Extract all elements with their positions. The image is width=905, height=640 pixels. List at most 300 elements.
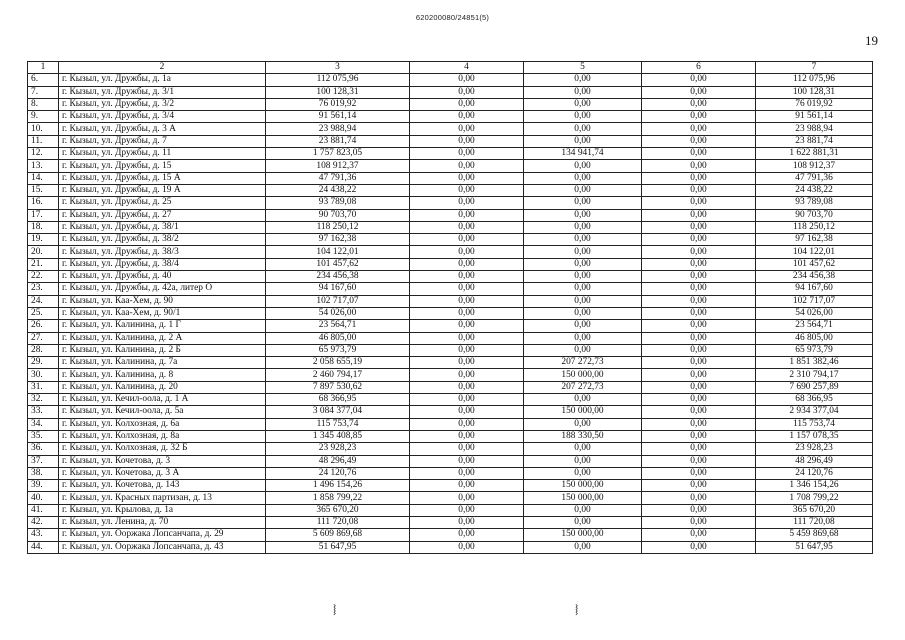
table-row: [28, 160, 873, 172]
column-header: 2: [59, 62, 266, 74]
table-cell-address: г. Кызыл, ул. Каа-Хем, д. 90/1: [59, 307, 266, 319]
table-cell-address: г. Кызыл, ул. Крылова, д. 1а: [59, 504, 266, 516]
table-cell-c4: 0,00: [410, 394, 524, 406]
table-cell-c6: 0,00: [642, 418, 756, 430]
table-cell-c4: 0,00: [410, 418, 524, 430]
table-cell-c6: 0,00: [642, 209, 756, 221]
table-cell-address: г. Кызыл, ул. Дружбы, д. 1а: [59, 74, 266, 86]
table-cell-c5: 0,00: [524, 307, 642, 319]
table-cell-c3: 7 897 530,62: [266, 381, 410, 393]
table-cell-address: г. Кызыл, ул. Кечил-оола, д. 1 А: [59, 394, 266, 406]
table-cell-c7: 68 366,95: [756, 394, 873, 406]
table-cell-c6: 0,00: [642, 111, 756, 123]
table-cell-c3: 3 084 377,04: [266, 406, 410, 418]
table-cell-address: г. Кызыл, ул. Кочетова, д. 3: [59, 455, 266, 467]
table-cell-c7: 23 881,74: [756, 135, 873, 147]
table-cell-c5: 0,00: [524, 172, 642, 184]
table-cell-c5: 0,00: [524, 258, 642, 270]
table-cell-c3: 76 019,92: [266, 98, 410, 110]
table-cell-n: 38.: [28, 467, 59, 479]
table-cell-c5: 0,00: [524, 283, 642, 295]
table-cell-n: 43.: [28, 529, 59, 541]
table-cell-c7: 7 690 257,89: [756, 381, 873, 393]
table-cell-c4: 0,00: [410, 234, 524, 246]
table-cell-c3: 23 928,23: [266, 443, 410, 455]
table-cell-c5: 0,00: [524, 209, 642, 221]
table-cell-n: 21.: [28, 258, 59, 270]
table-cell-c4: 0,00: [410, 320, 524, 332]
table-cell-c3: 100 128,31: [266, 86, 410, 98]
table-cell-c4: 0,00: [410, 541, 524, 553]
table-cell-c7: 23 988,94: [756, 123, 873, 135]
table-cell-c4: 0,00: [410, 160, 524, 172]
table-cell-c4: 0,00: [410, 172, 524, 184]
table-row: [28, 406, 873, 418]
table-row: [28, 344, 873, 356]
table-row: [28, 98, 873, 110]
table-cell-c6: 0,00: [642, 344, 756, 356]
table-cell-address: г. Кызыл, ул. Дружбы, д. 40: [59, 271, 266, 283]
table-cell-n: 22.: [28, 271, 59, 283]
table-cell-c7: 23 928,23: [756, 443, 873, 455]
table-cell-c4: 0,00: [410, 258, 524, 270]
table-cell-c6: 0,00: [642, 86, 756, 98]
table-cell-c3: 115 753,74: [266, 418, 410, 430]
table-cell-c3: 65 973,79: [266, 344, 410, 356]
table-cell-c6: 0,00: [642, 320, 756, 332]
table-cell-c3: 108 912,37: [266, 160, 410, 172]
table-cell-c6: 0,00: [642, 455, 756, 467]
table-cell-n: 12.: [28, 148, 59, 160]
table-cell-c7: 5 459 869,68: [756, 529, 873, 541]
table-cell-c3: 2 058 655,19: [266, 357, 410, 369]
table-cell-c7: 90 703,70: [756, 209, 873, 221]
table-cell-c3: 23 564,71: [266, 320, 410, 332]
table-cell-c5: 188 330,50: [524, 430, 642, 442]
table-cell-c7: 1 346 154,26: [756, 480, 873, 492]
table-row: [28, 307, 873, 319]
table-cell-c3: 111 720,08: [266, 516, 410, 528]
table-cell-c5: 0,00: [524, 455, 642, 467]
table-cell-c6: 0,00: [642, 492, 756, 504]
table-cell-c4: 0,00: [410, 111, 524, 123]
table-cell-c7: 111 720,08: [756, 516, 873, 528]
table-cell-c6: 0,00: [642, 369, 756, 381]
document-id: 620200080/24851(5): [415, 13, 490, 22]
table-cell-c5: 150 000,00: [524, 480, 642, 492]
table-cell-n: 18.: [28, 221, 59, 233]
table-cell-c4: 0,00: [410, 381, 524, 393]
table-cell-n: 14.: [28, 172, 59, 184]
table-cell-c3: 234 456,38: [266, 271, 410, 283]
table-cell-address: г. Кызыл, ул. Кочетова, д. 143: [59, 480, 266, 492]
table-cell-c4: 0,00: [410, 295, 524, 307]
table-cell-c7: 118 250,12: [756, 221, 873, 233]
table-cell-n: 29.: [28, 357, 59, 369]
table-cell-c6: 0,00: [642, 295, 756, 307]
table-cell-address: г. Кызыл, ул. Кечил-оола, д. 5а: [59, 406, 266, 418]
table-cell-c6: 0,00: [642, 283, 756, 295]
table-cell-n: 20.: [28, 246, 59, 258]
table-cell-address: г. Кызыл, ул. Дружбы, д. 3/2: [59, 98, 266, 110]
table-cell-c5: 0,00: [524, 467, 642, 479]
table-cell-c7: 91 561,14: [756, 111, 873, 123]
table-cell-c5: 0,00: [524, 320, 642, 332]
table-cell-n: 6.: [28, 74, 59, 86]
table-cell-n: 28.: [28, 344, 59, 356]
table-cell-c6: 0,00: [642, 148, 756, 160]
table-cell-c6: 0,00: [642, 430, 756, 442]
table-cell-n: 24.: [28, 295, 59, 307]
table-cell-c7: 104 122,01: [756, 246, 873, 258]
table-cell-c4: 0,00: [410, 332, 524, 344]
table-cell-c4: 0,00: [410, 209, 524, 221]
table-cell-address: г. Кызыл, ул. Дружбы, д. 15: [59, 160, 266, 172]
table-cell-n: 39.: [28, 480, 59, 492]
table-cell-c4: 0,00: [410, 271, 524, 283]
table-cell-c6: 0,00: [642, 74, 756, 86]
table-cell-address: г. Кызыл, ул. Каа-Хем, д. 90: [59, 295, 266, 307]
table-cell-c4: 0,00: [410, 197, 524, 209]
column-header: 7: [756, 62, 873, 74]
table-cell-c3: 47 791,36: [266, 172, 410, 184]
table-row: [28, 123, 873, 135]
table-row: [28, 516, 873, 528]
table-cell-c5: 0,00: [524, 111, 642, 123]
table-cell-c6: 0,00: [642, 234, 756, 246]
table-cell-c5: 0,00: [524, 443, 642, 455]
table-cell-c5: 0,00: [524, 74, 642, 86]
table-cell-n: 9.: [28, 111, 59, 123]
table-row: [28, 369, 873, 381]
table-cell-c4: 0,00: [410, 123, 524, 135]
table-cell-n: 32.: [28, 394, 59, 406]
table-cell-n: 30.: [28, 369, 59, 381]
table-cell-n: 41.: [28, 504, 59, 516]
table-cell-address: г. Кызыл, ул. Дружбы, д. 42а, литер О: [59, 283, 266, 295]
table-cell-c6: 0,00: [642, 516, 756, 528]
table-cell-c4: 0,00: [410, 492, 524, 504]
table-cell-n: 23.: [28, 283, 59, 295]
table-cell-c5: 0,00: [524, 221, 642, 233]
table-cell-c6: 0,00: [642, 221, 756, 233]
table-cell-c3: 24 120,76: [266, 467, 410, 479]
column-header: 6: [642, 62, 756, 74]
table-row: [28, 148, 873, 160]
table-cell-c6: 0,00: [642, 135, 756, 147]
table-cell-address: г. Кызыл, ул. Дружбы, д. 27: [59, 209, 266, 221]
table-cell-c5: 0,00: [524, 344, 642, 356]
table-cell-c7: 97 162,38: [756, 234, 873, 246]
table-row: [28, 209, 873, 221]
table-cell-address: г. Кызыл, ул. Дружбы, д. 38/1: [59, 221, 266, 233]
table-cell-n: 40.: [28, 492, 59, 504]
table-cell-c4: 0,00: [410, 148, 524, 160]
table-cell-n: 26.: [28, 320, 59, 332]
table-row: [28, 492, 873, 504]
table-cell-n: 35.: [28, 430, 59, 442]
table-cell-n: 8.: [28, 98, 59, 110]
table-cell-c5: 207 272,73: [524, 357, 642, 369]
table-row: [28, 271, 873, 283]
table-cell-address: г. Кызыл, ул. Калинина, д. 1 Г: [59, 320, 266, 332]
table-cell-address: г. Кызыл, ул. Дружбы, д. 3/1: [59, 86, 266, 98]
table-cell-address: г. Кызыл, ул. Дружбы, д. 38/2: [59, 234, 266, 246]
table-cell-c7: 54 026,00: [756, 307, 873, 319]
table-cell-c5: 150 000,00: [524, 529, 642, 541]
table-cell-n: 15.: [28, 184, 59, 196]
table-cell-address: г. Кызыл, ул. Ооржака Лопсанчапа, д. 43: [59, 541, 266, 553]
table-row: [28, 111, 873, 123]
table-cell-c4: 0,00: [410, 184, 524, 196]
table-cell-c6: 0,00: [642, 443, 756, 455]
table-cell-c4: 0,00: [410, 455, 524, 467]
table-cell-c6: 0,00: [642, 184, 756, 196]
table-cell-address: г. Кызыл, ул. Калинина, д. 2 Б: [59, 344, 266, 356]
table-cell-c5: 0,00: [524, 271, 642, 283]
table-cell-c3: 90 703,70: [266, 209, 410, 221]
table-cell-c4: 0,00: [410, 246, 524, 258]
table-cell-n: 17.: [28, 209, 59, 221]
table-cell-c4: 0,00: [410, 516, 524, 528]
table-cell-c4: 0,00: [410, 357, 524, 369]
table-cell-c6: 0,00: [642, 381, 756, 393]
table-cell-c7: 100 128,31: [756, 86, 873, 98]
table-row: [28, 541, 873, 553]
table-cell-c6: 0,00: [642, 394, 756, 406]
table-row: [28, 357, 873, 369]
table-cell-c3: 93 789,08: [266, 197, 410, 209]
table-cell-n: 44.: [28, 541, 59, 553]
table-cell-c3: 5 609 869,68: [266, 529, 410, 541]
table-cell-c4: 0,00: [410, 283, 524, 295]
column-header-row: [28, 62, 873, 74]
table-cell-n: 37.: [28, 455, 59, 467]
table-cell-c6: 0,00: [642, 406, 756, 418]
table-body: [28, 74, 873, 554]
table-row: [28, 258, 873, 270]
table-cell-c4: 0,00: [410, 529, 524, 541]
table-cell-c3: 104 122,01: [266, 246, 410, 258]
column-header: 4: [410, 62, 524, 74]
table-cell-c5: 134 941,74: [524, 148, 642, 160]
table-row: [28, 86, 873, 98]
table-cell-c6: 0,00: [642, 357, 756, 369]
table-cell-c5: 150 000,00: [524, 369, 642, 381]
table-cell-c4: 0,00: [410, 307, 524, 319]
table-cell-c5: 0,00: [524, 516, 642, 528]
table-cell-c3: 68 366,95: [266, 394, 410, 406]
table-cell-c7: 76 019,92: [756, 98, 873, 110]
table-cell-address: г. Кызыл, ул. Калинина, д. 2 А: [59, 332, 266, 344]
table-cell-n: 33.: [28, 406, 59, 418]
table-cell-c7: 65 973,79: [756, 344, 873, 356]
table-cell-c5: 0,00: [524, 197, 642, 209]
table-cell-c7: 24 438,22: [756, 184, 873, 196]
table-cell-c5: 0,00: [524, 504, 642, 516]
table-cell-c6: 0,00: [642, 504, 756, 516]
table-row: [28, 295, 873, 307]
table-cell-c7: 23 564,71: [756, 320, 873, 332]
column-header: 1: [28, 62, 59, 74]
table-cell-c5: 0,00: [524, 98, 642, 110]
handwritten-mark: ⧘: [575, 600, 579, 619]
table-cell-c3: 48 296,49: [266, 455, 410, 467]
table-cell-address: г. Кызыл, ул. Калинина, д. 8: [59, 369, 266, 381]
table-cell-c4: 0,00: [410, 406, 524, 418]
table-cell-c6: 0,00: [642, 123, 756, 135]
table-cell-c4: 0,00: [410, 443, 524, 455]
table-cell-c7: 2 310 794,17: [756, 369, 873, 381]
table-cell-c7: 48 296,49: [756, 455, 873, 467]
table-cell-c6: 0,00: [642, 307, 756, 319]
table-cell-c3: 365 670,20: [266, 504, 410, 516]
table-cell-c3: 2 460 794,17: [266, 369, 410, 381]
table-cell-n: 13.: [28, 160, 59, 172]
table-cell-c3: 24 438,22: [266, 184, 410, 196]
table-row: [28, 320, 873, 332]
table-cell-c5: 0,00: [524, 246, 642, 258]
table-cell-c3: 1 757 823,05: [266, 148, 410, 160]
column-header: 5: [524, 62, 642, 74]
table-cell-c4: 0,00: [410, 135, 524, 147]
table-cell-c7: 47 791,36: [756, 172, 873, 184]
table-cell-c4: 0,00: [410, 504, 524, 516]
table-cell-c7: 51 647,95: [756, 541, 873, 553]
table-cell-address: г. Кызыл, ул. Колхозная, д. 32 Б: [59, 443, 266, 455]
table-cell-address: г. Кызыл, ул. Калинина, д. 7а: [59, 357, 266, 369]
table-cell-c3: 51 647,95: [266, 541, 410, 553]
table-row: [28, 234, 873, 246]
table-cell-n: 11.: [28, 135, 59, 147]
table-row: [28, 394, 873, 406]
table-cell-address: г. Кызыл, ул. Ленина, д. 70: [59, 516, 266, 528]
table-cell-c5: 0,00: [524, 332, 642, 344]
table-cell-n: 34.: [28, 418, 59, 430]
table-cell-c5: 0,00: [524, 295, 642, 307]
table-cell-c7: 1 708 799,22: [756, 492, 873, 504]
table-cell-c3: 54 026,00: [266, 307, 410, 319]
table-cell-address: г. Кызыл, ул. Дружбы, д. 15 А: [59, 172, 266, 184]
table-cell-n: 19.: [28, 234, 59, 246]
table-row: [28, 221, 873, 233]
table-cell-c6: 0,00: [642, 332, 756, 344]
table-cell-n: 10.: [28, 123, 59, 135]
table-cell-n: 31.: [28, 381, 59, 393]
table-row: [28, 172, 873, 184]
table-cell-c5: 0,00: [524, 135, 642, 147]
table-cell-c3: 1 496 154,26: [266, 480, 410, 492]
table-cell-c7: 1 851 382,46: [756, 357, 873, 369]
table-cell-c3: 91 561,14: [266, 111, 410, 123]
table-cell-address: г. Кызыл, ул. Дружбы, д. 3 А: [59, 123, 266, 135]
table-cell-n: 36.: [28, 443, 59, 455]
table-cell-c3: 112 075,96: [266, 74, 410, 86]
page-number: 19: [865, 33, 878, 48]
table-cell-address: г. Кызыл, ул. Колхозная, д. 8а: [59, 430, 266, 442]
column-header: 3: [266, 62, 410, 74]
table-cell-c7: 1 622 881,31: [756, 148, 873, 160]
table-row: [28, 480, 873, 492]
table-row: [28, 455, 873, 467]
table-cell-c3: 1 345 408,85: [266, 430, 410, 442]
table-cell-c4: 0,00: [410, 369, 524, 381]
table-cell-address: г. Кызыл, ул. Дружбы, д. 11: [59, 148, 266, 160]
table-row: [28, 332, 873, 344]
table-row: [28, 430, 873, 442]
table-cell-c5: 207 272,73: [524, 381, 642, 393]
table-cell-c3: 46 805,00: [266, 332, 410, 344]
table-cell-c4: 0,00: [410, 344, 524, 356]
table-cell-address: г. Кызыл, ул. Колхозная, д. 6а: [59, 418, 266, 430]
table-cell-c7: 365 670,20: [756, 504, 873, 516]
table-cell-c3: 118 250,12: [266, 221, 410, 233]
table-cell-c5: 150 000,00: [524, 492, 642, 504]
table-cell-c7: 2 934 377,04: [756, 406, 873, 418]
table-cell-c7: 112 075,96: [756, 74, 873, 86]
table-row: [28, 135, 873, 147]
table-row: [28, 418, 873, 430]
table-cell-c6: 0,00: [642, 529, 756, 541]
table-cell-c3: 23 881,74: [266, 135, 410, 147]
table-cell-c4: 0,00: [410, 74, 524, 86]
table-cell-c5: 0,00: [524, 394, 642, 406]
table-cell-address: г. Кызыл, ул. Дружбы, д. 38/3: [59, 246, 266, 258]
table-cell-c6: 0,00: [642, 258, 756, 270]
table-cell-c7: 102 717,07: [756, 295, 873, 307]
table-cell-address: г. Кызыл, ул. Дружбы, д. 38/4: [59, 258, 266, 270]
table-cell-c3: 23 988,94: [266, 123, 410, 135]
table-cell-c5: 0,00: [524, 86, 642, 98]
table-cell-c7: 93 789,08: [756, 197, 873, 209]
table-cell-c5: 0,00: [524, 123, 642, 135]
table-cell-c4: 0,00: [410, 221, 524, 233]
table-cell-c3: 101 457,62: [266, 258, 410, 270]
table-cell-c3: 97 162,38: [266, 234, 410, 246]
table-cell-c6: 0,00: [642, 160, 756, 172]
handwritten-mark: ⧘: [333, 600, 337, 619]
table-cell-c7: 234 456,38: [756, 271, 873, 283]
table-row: [28, 283, 873, 295]
table-row: [28, 197, 873, 209]
table-cell-c5: 0,00: [524, 418, 642, 430]
table-row: [28, 504, 873, 516]
table-cell-c6: 0,00: [642, 467, 756, 479]
table-cell-address: г. Кызыл, ул. Кочетова, д. 3 А: [59, 467, 266, 479]
table-cell-c5: 0,00: [524, 234, 642, 246]
table-row: [28, 467, 873, 479]
table-cell-c6: 0,00: [642, 98, 756, 110]
table-cell-c6: 0,00: [642, 246, 756, 258]
table-cell-c6: 0,00: [642, 480, 756, 492]
table-cell-n: 7.: [28, 86, 59, 98]
table-cell-n: 27.: [28, 332, 59, 344]
table-cell-address: г. Кызыл, ул. Дружбы, д. 3/4: [59, 111, 266, 123]
table-cell-c6: 0,00: [642, 541, 756, 553]
table-row: [28, 529, 873, 541]
table-cell-address: г. Кызыл, ул. Дружбы, д. 25: [59, 197, 266, 209]
table-row: [28, 184, 873, 196]
table-cell-c7: 108 912,37: [756, 160, 873, 172]
table-cell-c7: 24 120,76: [756, 467, 873, 479]
table-row: [28, 246, 873, 258]
table-cell-n: 16.: [28, 197, 59, 209]
table-row: [28, 381, 873, 393]
table-cell-c7: 1 157 078,35: [756, 430, 873, 442]
table-cell-c6: 0,00: [642, 271, 756, 283]
table-cell-c5: 150 000,00: [524, 406, 642, 418]
table-cell-c5: 0,00: [524, 184, 642, 196]
